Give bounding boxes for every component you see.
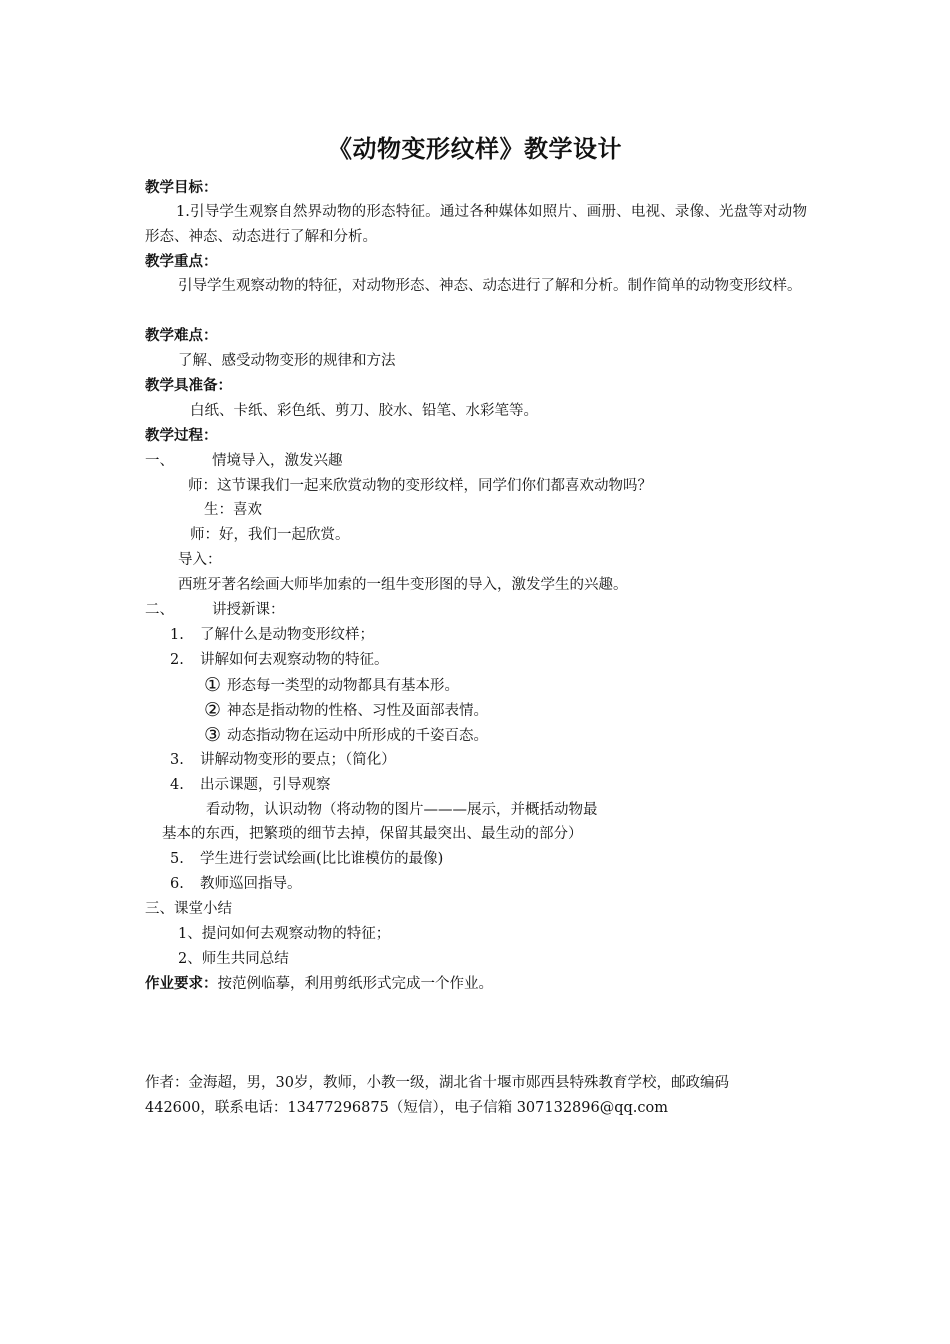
author-line1: 作者：金海超，男，30岁，教师，小教一级，湖北省十堰市郧西县特殊教育学校，邮政编码 bbox=[145, 1075, 729, 1091]
homework-text: 按范例临摹，利用剪纸形式完成一个作业。 bbox=[217, 976, 493, 992]
list-item: 了解什么是动物变形纹样； bbox=[200, 627, 374, 643]
difficulties-text: 了解、感受动物变形的规律和方法 bbox=[178, 353, 396, 369]
sub-list-text: 动态指动物在运动中所形成的千姿百态。 bbox=[227, 728, 489, 744]
section2-marker: 二、 bbox=[145, 602, 174, 618]
circled-number: ① bbox=[204, 674, 222, 696]
section2-title: 讲授新课： bbox=[212, 602, 285, 618]
list-item: 教师巡回指导。 bbox=[200, 876, 302, 892]
summary-item: 1、提问如何去观察动物的特征； bbox=[178, 926, 391, 942]
document-title: 《动物变形纹样》教学设计 bbox=[328, 135, 622, 163]
summary-item: 2、师生共同总结 bbox=[178, 951, 289, 967]
list-item: 讲解如何去观察动物的特征。 bbox=[200, 652, 389, 668]
difficulties-heading: 教学难点： bbox=[145, 328, 218, 344]
homework-label: 作业要求： bbox=[145, 976, 218, 992]
list-number: 6. bbox=[170, 876, 184, 892]
sub-list-text: 神态是指动物的性格、习性及面部表情。 bbox=[227, 703, 489, 719]
dialogue-line: 师：这节课我们一起来欣赏动物的变形纹样，同学们你们都喜欢动物吗？ bbox=[188, 478, 652, 494]
goals-text: 1.引导学生观察自然界动物的形态特征。通过各种媒体如照片、画册、电视、录像、光盘等对动物形态、神态、动态进行了解和分析。 bbox=[145, 204, 807, 245]
dialogue-line: 生：喜欢 bbox=[204, 502, 262, 518]
sub-list-item bbox=[204, 699, 488, 722]
list-number: 3. bbox=[170, 752, 184, 768]
materials-heading: 教学具准备： bbox=[145, 378, 232, 394]
section1-title: 情境导入，激发兴趣 bbox=[212, 453, 343, 469]
list-number: 1. bbox=[170, 627, 184, 643]
list-number: 4. bbox=[170, 777, 184, 793]
list-number: 2. bbox=[170, 652, 184, 668]
observe-text-line2: 基本的东西，把繁琐的细节去掉，保留其最突出、最生动的部分） bbox=[162, 826, 583, 842]
sub-list-text: 形态每一类型的动物都具有基本形。 bbox=[227, 678, 460, 694]
sub-list-item bbox=[204, 674, 459, 697]
list-number: 5. bbox=[170, 851, 184, 867]
list-item: 学生进行尝试绘画(比比谁模仿的最像) bbox=[200, 851, 444, 867]
intro-text: 西班牙著名绘画大师毕加索的一组牛变形图的导入，激发学生的兴趣。 bbox=[178, 577, 628, 593]
list-item: 出示课题，引导观察 bbox=[200, 777, 331, 793]
process-heading: 教学过程： bbox=[145, 428, 218, 444]
circled-number: ③ bbox=[204, 724, 222, 746]
circled-number: ② bbox=[204, 699, 222, 721]
section3-title: 三、课堂小结 bbox=[145, 901, 232, 917]
intro-label: 导入： bbox=[178, 552, 222, 568]
section1-marker: 一、 bbox=[145, 453, 174, 469]
key-points-heading: 教学重点： bbox=[145, 254, 218, 270]
list-item: 讲解动物变形的要点；（简化） bbox=[200, 752, 396, 768]
sub-list-item bbox=[204, 724, 488, 747]
key-points-text: 引导学生观察动物的特征，对动物形态、神态、动态进行了解和分析。制作简单的动物变形纹样。 bbox=[178, 278, 802, 294]
observe-text-line1: 看动物，认识动物（将动物的图片———展示，并概括动物最 bbox=[206, 802, 598, 818]
goals-heading: 教学目标： bbox=[145, 180, 218, 196]
dialogue-line: 师：好，我们一起欣赏。 bbox=[190, 527, 350, 543]
homework-line bbox=[145, 973, 493, 995]
materials-text: 白纸、卡纸、彩色纸、剪刀、胶水、铅笔、水彩笔等。 bbox=[190, 403, 538, 419]
author-line2: 442600，联系电话：13477296875（短信），电子信箱 307132896@qq.com bbox=[145, 1100, 668, 1116]
